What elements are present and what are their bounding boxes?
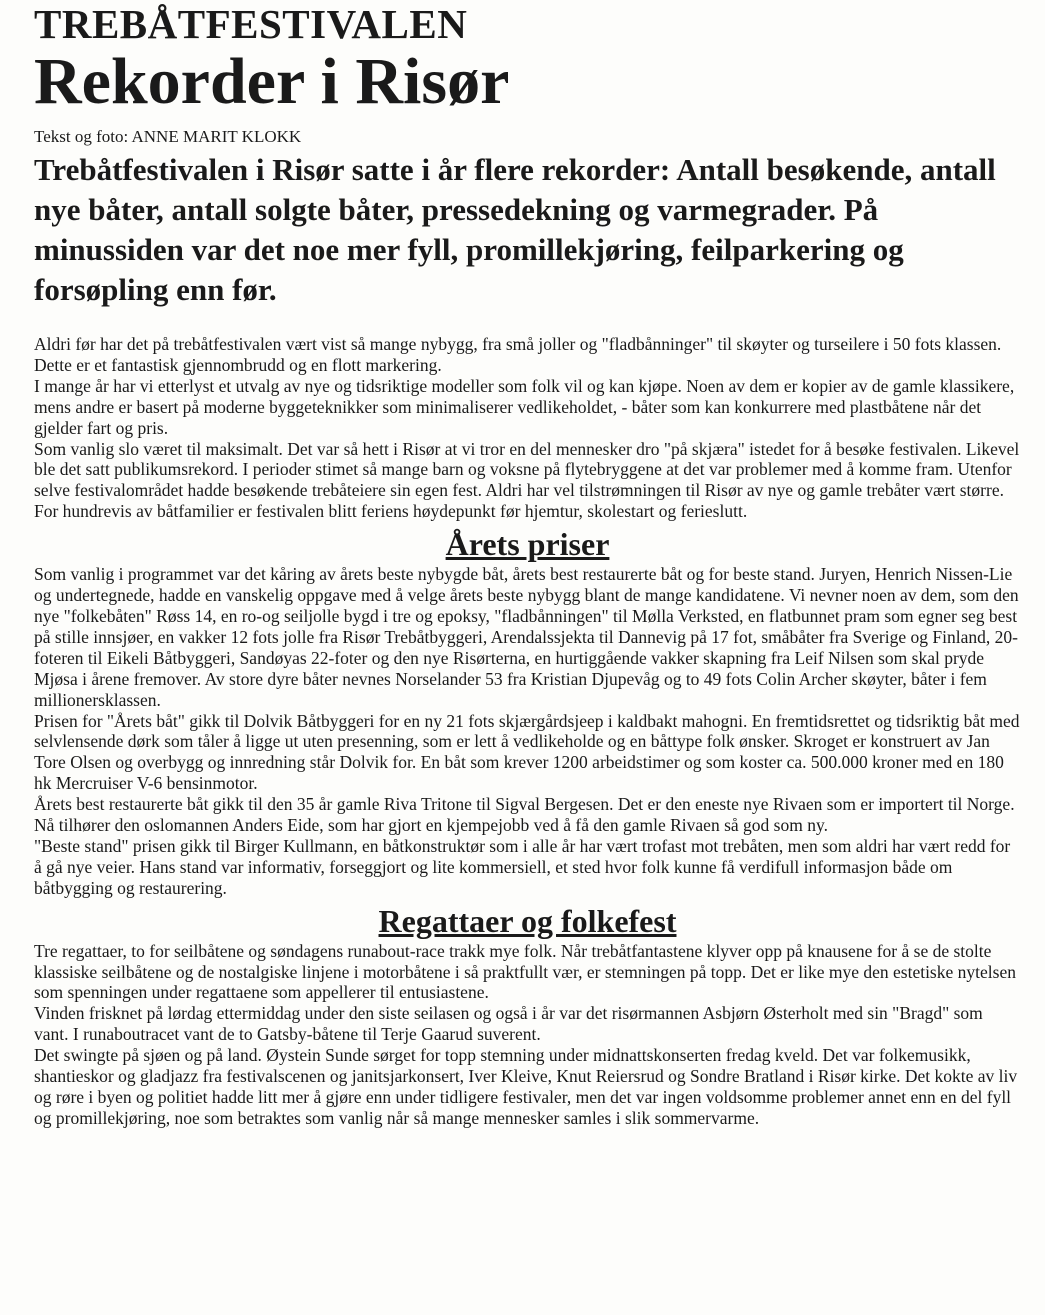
article-kicker: TREBÅTFESTIVALEN bbox=[34, 1, 468, 47]
article-byline: Tekst og foto: ANNE MARIT KLOKK bbox=[34, 127, 302, 146]
body-paragraph: Årets best restaurerte båt gikk til den 35 år gamle Riva Tritone til Sigval Bergesen. Det er den eneste nye Rivaen som er importert til Norge. Nå tilhører den oslomannen Anders Eide, som har gjort en kjempejobb ved å få den gamle Rivaen så god som ny. bbox=[34, 794, 1015, 836]
article-headline: Rekorder i Risør bbox=[34, 45, 510, 118]
body-paragraph: Aldri før har det på trebåtfestivalen vært vist så mange nybygg, fra små joller og "fladbånninger" til skøyter og turseilere i 50 fots klassen. Dette er et fantastisk gjennombrudd og en flott markering. bbox=[34, 334, 1002, 375]
section-heading-regattas: Regattaer og folkefest bbox=[378, 902, 677, 939]
body-paragraph: Det swingte på sjøen og på land. Øystein Sunde sørget for topp stemning under midnattskonserten fredag kveld. Det var folkemusikk, shantieskor og gladjazz fra festivalscenen og janitsjarkonsert, Iver Kleive, Knut Reiersrud og Sondre Bratland i Risør kirke. Det kokte av liv og røre i byen og politiet hadde litt mer å gjøre enn under tidligere festivaler, men det var ingen voldsomme problemer annet enn en del fyll og promillekjøring, noe som betraktes som vanlig når så mange mennesker samles i slik sommervarme. bbox=[34, 1045, 1018, 1128]
body-paragraph: Vinden frisknet på lørdag ettermiddag under den siste seilasen og også i år var det risørmannen Asbjørn Østerholt med sin "Bragd" som vant. I runaboutracet vant de to Gatsby-båtene til Terje Gaarud suverent. bbox=[34, 1003, 983, 1045]
body-paragraph: Tre regattaer, to for seilbåtene og søndagens runabout-race trakk mye folk. Når trebåtfantastene klyver opp på knausene for å se de stolte klassiske seilbåtene og de nostalgiske linjene i motorbåtene i så praktfullt vær, er stemningen på topp. Det er like mye den estetiske nytelsen som spenningen under regattaene som appellerer til entusiastene. bbox=[34, 940, 1016, 1003]
article-page bbox=[0, 2, 1045, 1315]
body-paragraph: "Beste stand" prisen gikk til Birger Kullmann, en båtkonstruktør som i alle år har vært trofast mot trebåten, men som aldri har vært redd for å gå nye veier. Hans stand var informativ, forseggjort og lite kommersiell, et sted hvor folk kunne få verdifull informasjon både om båtbygging og restaurering. bbox=[34, 835, 1011, 898]
section-heading-prizes: Årets priser bbox=[445, 526, 610, 563]
body-paragraph: Prisen for "Årets båt" gikk til Dolvik Båtbyggeri for en ny 21 fots skjærgårdsjeep i kaldbakt mahogni. En fremtidsrettet og tidsriktig båt med selvlensende dørk som tåler å ligge ut uten presenning, som er lett å vedlikeholde og en båttype folk ønsker. Skroget er konstruert av Jan Tore Olsen og overbygg og innredning står Dolvik for. En båt som krever 1200 arbeidstimer og som koster ca. 500.000 kroner med en 180 hk Mercruiser V-6 bensinmotor. bbox=[34, 710, 1020, 794]
body-paragraph: Som vanlig slo været til maksimalt. Det var så hett i Risør at vi tror en del mennesker dro "på skjæra" istedet for å besøke festivalen. Likevel ble det satt publikumsrekord. I perioder stimet så mange barn og voksne på flytebryggene at det var problemer med å komme fram. Utenfor selve festivalområdet hadde besøkende trebåteiere sin egen fest. Aldri har vel tilstrømningen til Risør av nye og gamle trebåter vært større. For hundrevis av båtfamilier er festivalen blitt feriens høydepunkt før hjemtur, skolestart og ferieslutt. bbox=[34, 438, 1020, 522]
article-lead: Trebåtfestivalen i Risør satte i år flere rekorder: Antall besøkende, antall nye båter, antall solgte båter, pressedekning og varmegrader. På minussiden var det noe mer fyll, promillekjøring, feilparkering og forsøpling enn før. bbox=[34, 152, 996, 307]
body-paragraph: Som vanlig i programmet var det kåring av årets beste nybygde båt, årets best restaurerte båt og for beste stand. Juryen, Henrich Nissen-Lie og undertegnede, hadde en vanskelig oppgave med å velge årets beste nybygg blant de mange kandidatene. Vi nevner noen av dem, som den nye "folkebåten" Røss 14, en ro-og seiljolle bygd i tre og epoksy, "fladbånningen" til Mølla Verksted, en flatbunnet pram som egner seg best på stille innsjøer, en vakker 12 fots jolle fra Risør Trebåtbyggeri, Arendalssjekta til Dannevig på 17 fot, småbåter fra Sverige og Finland, 20-foteren til Eikeli Båtbyggeri, Sandøyas 22-foter og den nye Risørterna, en hurtiggående vakker skapning fra Leif Nilsen som skal pryde Mjøsa i årene fremover. Av store dyre båter nevnes Norselander 53 fra Kristian Djupevåg og to 49 fots Colin Archer skøyter, båter i fem millionersklassen. bbox=[34, 564, 1019, 710]
article-body bbox=[34, 334, 1021, 1129]
body-paragraph: I mange år har vi etterlyst et utvalg av nye og tidsriktige modeller som folk vil og kan kjøpe. Noen av dem er kopier av de gamle klassikere, mens andre er basert på moderne byggeteknikker som minimaliserer vedlikeholdet, - båter som kan konkurrere med plastbåtene når det gjelder fart og pris. bbox=[34, 375, 1015, 438]
